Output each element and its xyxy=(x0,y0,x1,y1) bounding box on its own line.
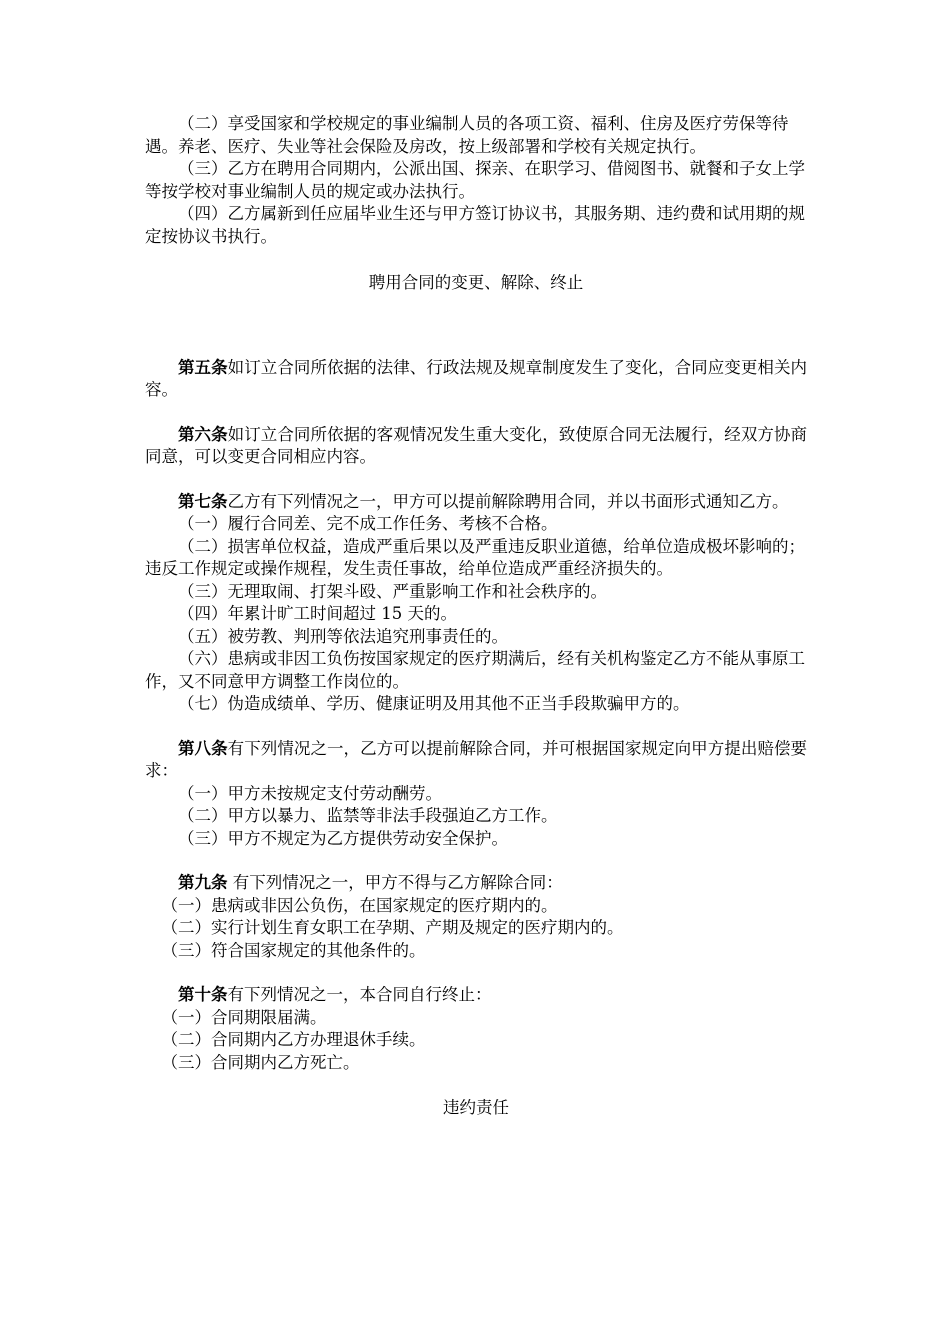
article-9-text: 有下列情况之一，甲方不得与乙方解除合同： xyxy=(227,873,563,892)
article-9-item: （一）患病或非因公负伤，在国家规定的医疗期内的。 xyxy=(161,895,558,915)
article-8-item: （一）甲方未按规定支付劳动酬劳。 xyxy=(178,783,442,803)
article-7 xyxy=(145,491,807,514)
article-7-label: 第七条 xyxy=(178,491,228,511)
article-9-label: 第九条 xyxy=(178,873,228,892)
article-10-item: （三）合同期内乙方死亡。 xyxy=(161,1052,360,1072)
benefit-item-4: （四）乙方属新到任应届毕业生还与甲方签订协议书，其服务期、违约费和试用期的规定按协议书执行。 xyxy=(145,204,805,246)
article-10-label: 第十条 xyxy=(178,985,228,1004)
article-5-label: 第五条 xyxy=(178,357,228,377)
article-7-item: （一）履行合同差、完不成工作任务、考核不合格。 xyxy=(178,514,558,533)
article-8-item: （二）甲方以暴力、监禁等非法手段强迫乙方工作。 xyxy=(178,806,558,825)
article-5-text: 如订立合同所依据的法律、行政法规及规章制度发生了变化，合同应变更相关内容。 xyxy=(145,357,808,399)
benefit-item-2: （二）享受国家和学校规定的事业编制人员的各项工资、福利、住房及医疗劳保等待遇。养老、医疗、失业等社会保险及房改，按上级部署和学校有关规定执行。 xyxy=(145,114,789,156)
article-7-item: （三）无理取闹、打架斗殴、严重影响工作和社会秩序的。 xyxy=(178,581,607,601)
article-8-item: （三）甲方不规定为乙方提供劳动安全保护。 xyxy=(178,828,508,848)
article-7-item: （七）伪造成绩单、学历、健康证明及用其他不正当手段欺骗甲方的。 xyxy=(178,694,690,713)
article-9-item: （三）符合国家规定的其他条件的。 xyxy=(161,940,426,960)
article-8-text: 有下列情况之一，乙方可以提前解除合同，并可根据国家规定向甲方提出赔偿要求： xyxy=(145,738,808,780)
section-heading-liability: 违约责任 xyxy=(443,1098,509,1117)
article-7-text: 乙方有下列情况之一，甲方可以提前解除聘用合同，并以书面形式通知乙方。 xyxy=(227,491,789,511)
article-6-text: 如订立合同所依据的客观情况发生重大变化，致使原合同无法履行，经双方协商同意，可以变更合同相应内容。 xyxy=(145,424,808,466)
article-8-label: 第八条 xyxy=(178,738,228,758)
article-6-label: 第六条 xyxy=(178,424,228,444)
article-8 xyxy=(145,738,807,783)
article-10-text: 有下列情况之一，本合同自行终止： xyxy=(227,985,492,1004)
article-9-item: （二）实行计划生育女职工在孕期、产期及规定的医疗期内的。 xyxy=(161,918,624,937)
document-body xyxy=(145,113,807,1120)
article-7-item: （五）被劳教、判刑等依法追究刑事责任的。 xyxy=(178,626,508,646)
article-7-item: （六）患病或非因工负伤按国家规定的医疗期满后，经有关机构鉴定乙方不能从事原工作，又不同意甲方调整工作岗位的。 xyxy=(145,649,805,691)
article-7-item: （二）损害单位权益，造成严重后果以及严重违反职业道德，给单位造成极坏影响的；违反工作规定或操作规程，发生责任事故，给单位造成严重经济损失的。 xyxy=(145,536,805,578)
article-9 xyxy=(145,872,807,895)
article-5 xyxy=(145,357,807,402)
article-10 xyxy=(145,984,807,1007)
section-heading-change-termination: 聘用合同的变更、解除、终止 xyxy=(368,273,584,292)
article-10-item: （一）合同期限届满。 xyxy=(161,1007,327,1027)
article-6 xyxy=(145,424,807,469)
benefit-item-3: （三）乙方在聘用合同期内，公派出国、探亲、在职学习、借阅图书、就餐和子女上学等按学校对事业编制人员的规定或办法执行。 xyxy=(145,159,805,201)
article-10-item: （二）合同期内乙方办理退休手续。 xyxy=(161,1030,426,1049)
article-7-item: （四）年累计旷工时间超过 15 天的。 xyxy=(178,604,457,623)
